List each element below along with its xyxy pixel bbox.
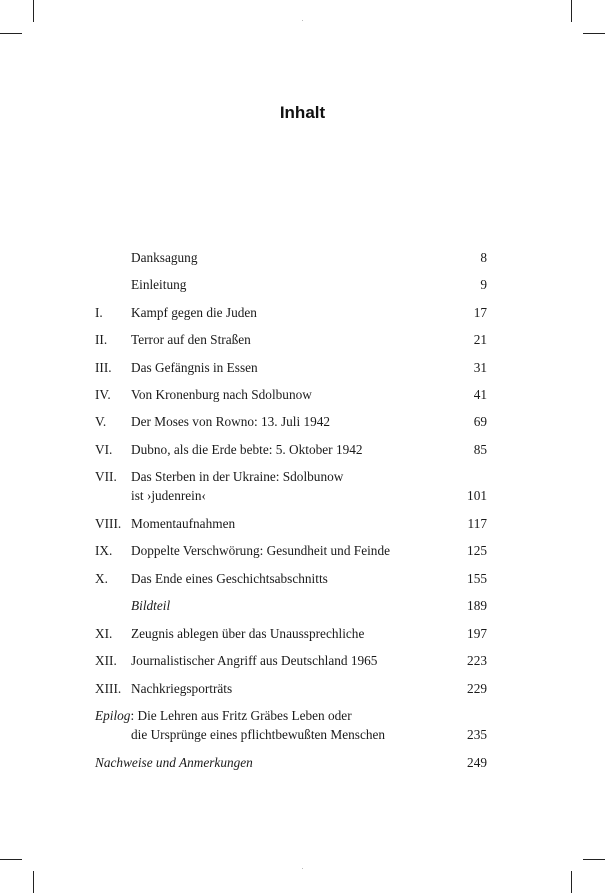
toc-entry-chapter-10 bbox=[95, 569, 487, 588]
toc-entry-bildteil bbox=[95, 596, 487, 615]
chapter-title: Das Ende eines Geschichtsabschnitts bbox=[131, 571, 328, 586]
chapter-number: II. bbox=[95, 332, 108, 347]
crop-mark bbox=[33, 871, 34, 893]
chapter-number: VI. bbox=[95, 442, 113, 457]
page-number: 223 bbox=[467, 653, 487, 668]
chapter-title-continued: die Ursprünge eines pflichtbewußten Menschen bbox=[131, 727, 386, 742]
toc-entry-chapter-2 bbox=[95, 330, 487, 349]
chapter-title: Dubno, als die Erde bebte: 5. Oktober 1942 bbox=[131, 442, 363, 457]
crop-mark bbox=[0, 33, 22, 34]
chapter-title: Danksagung bbox=[131, 250, 198, 265]
epilog-title: : Die Lehren aus Fritz Gräbes Leben oder bbox=[130, 708, 352, 723]
registration-dot bbox=[302, 868, 303, 869]
toc-entry-chapter-13 bbox=[95, 679, 487, 698]
chapter-title: Nachkriegsporträts bbox=[131, 681, 233, 696]
toc-entry-chapter-8 bbox=[95, 514, 487, 533]
chapter-title: Terror auf den Straßen bbox=[131, 332, 251, 347]
toc-entry-nachweise bbox=[95, 753, 487, 772]
page-number: 249 bbox=[467, 755, 487, 770]
toc-entry-chapter-7 bbox=[95, 467, 487, 505]
page-number: 117 bbox=[467, 516, 487, 531]
chapter-title bbox=[95, 706, 352, 725]
crop-mark bbox=[33, 0, 34, 22]
chapter-title-continued: ist ›judenrein‹ bbox=[131, 488, 206, 503]
crop-mark bbox=[583, 859, 605, 860]
page-number: 31 bbox=[473, 360, 487, 375]
page-number: 21 bbox=[473, 332, 487, 347]
page-title: Inhalt bbox=[279, 103, 326, 122]
chapter-number: XI. bbox=[95, 626, 113, 641]
chapter-title: Das Sterben in der Ukraine: Sdolbunow bbox=[131, 469, 344, 484]
chapter-number: VIII. bbox=[95, 516, 122, 531]
page-number: 189 bbox=[467, 598, 487, 613]
page-number: 125 bbox=[467, 543, 487, 558]
chapter-number: XII. bbox=[95, 653, 117, 668]
registration-dot bbox=[302, 20, 303, 21]
page-number: 8 bbox=[480, 250, 487, 265]
chapter-title: Der Moses von Rowno: 13. Juli 1942 bbox=[131, 414, 331, 429]
page-number: 85 bbox=[473, 442, 487, 457]
chapter-title: Doppelte Verschwörung: Gesundheit und Feinde bbox=[131, 543, 390, 558]
chapter-number: IV. bbox=[95, 387, 111, 402]
chapter-number: I. bbox=[95, 305, 103, 320]
page-number: 41 bbox=[473, 387, 487, 402]
epilog-label: Epilog bbox=[95, 708, 131, 723]
chapter-title: Nachweise und Anmerkungen bbox=[95, 755, 253, 770]
page-number: 155 bbox=[467, 571, 487, 586]
toc-entry-chapter-11 bbox=[95, 624, 487, 643]
toc-entry-einleitung bbox=[95, 275, 487, 294]
toc-entry-chapter-3 bbox=[95, 358, 487, 377]
crop-mark bbox=[0, 859, 22, 860]
chapter-number: III. bbox=[95, 360, 112, 375]
chapter-title: Journalistischer Angriff aus Deutschland 1965 bbox=[131, 653, 378, 668]
chapter-number: VII. bbox=[95, 469, 117, 484]
page-number: 17 bbox=[473, 305, 487, 320]
chapter-title: Zeugnis ablegen über das Unaussprechliche bbox=[131, 626, 365, 641]
chapter-number: IX. bbox=[95, 543, 113, 558]
chapter-title: Von Kronenburg nach Sdolbunow bbox=[131, 387, 312, 402]
crop-mark bbox=[583, 33, 605, 34]
toc-entry-danksagung bbox=[95, 248, 487, 267]
page-number: 229 bbox=[467, 681, 487, 696]
crop-mark bbox=[571, 871, 572, 893]
chapter-title: Einleitung bbox=[131, 277, 187, 292]
page-number: 69 bbox=[473, 414, 487, 429]
chapter-title: Das Gefängnis in Essen bbox=[131, 360, 258, 375]
toc-entry-epilog bbox=[95, 706, 487, 744]
toc-entry-chapter-5 bbox=[95, 412, 487, 431]
page-number: 101 bbox=[467, 488, 487, 503]
chapter-number: X. bbox=[95, 571, 108, 586]
page-number: 197 bbox=[467, 626, 487, 641]
chapter-number: V. bbox=[95, 414, 107, 429]
toc-entry-chapter-9 bbox=[95, 541, 487, 560]
chapter-title: Bildteil bbox=[131, 598, 171, 613]
chapter-number: XIII. bbox=[95, 681, 122, 696]
toc-entry-chapter-12 bbox=[95, 651, 487, 670]
toc-entry-chapter-4 bbox=[95, 385, 487, 404]
page-number: 9 bbox=[480, 277, 487, 292]
chapter-title: Momentaufnahmen bbox=[131, 516, 236, 531]
chapter-title: Kampf gegen die Juden bbox=[131, 305, 257, 320]
toc-entry-chapter-1 bbox=[95, 303, 487, 322]
page-number: 235 bbox=[467, 727, 487, 742]
toc-entry-chapter-6 bbox=[95, 440, 487, 459]
crop-mark bbox=[571, 0, 572, 22]
